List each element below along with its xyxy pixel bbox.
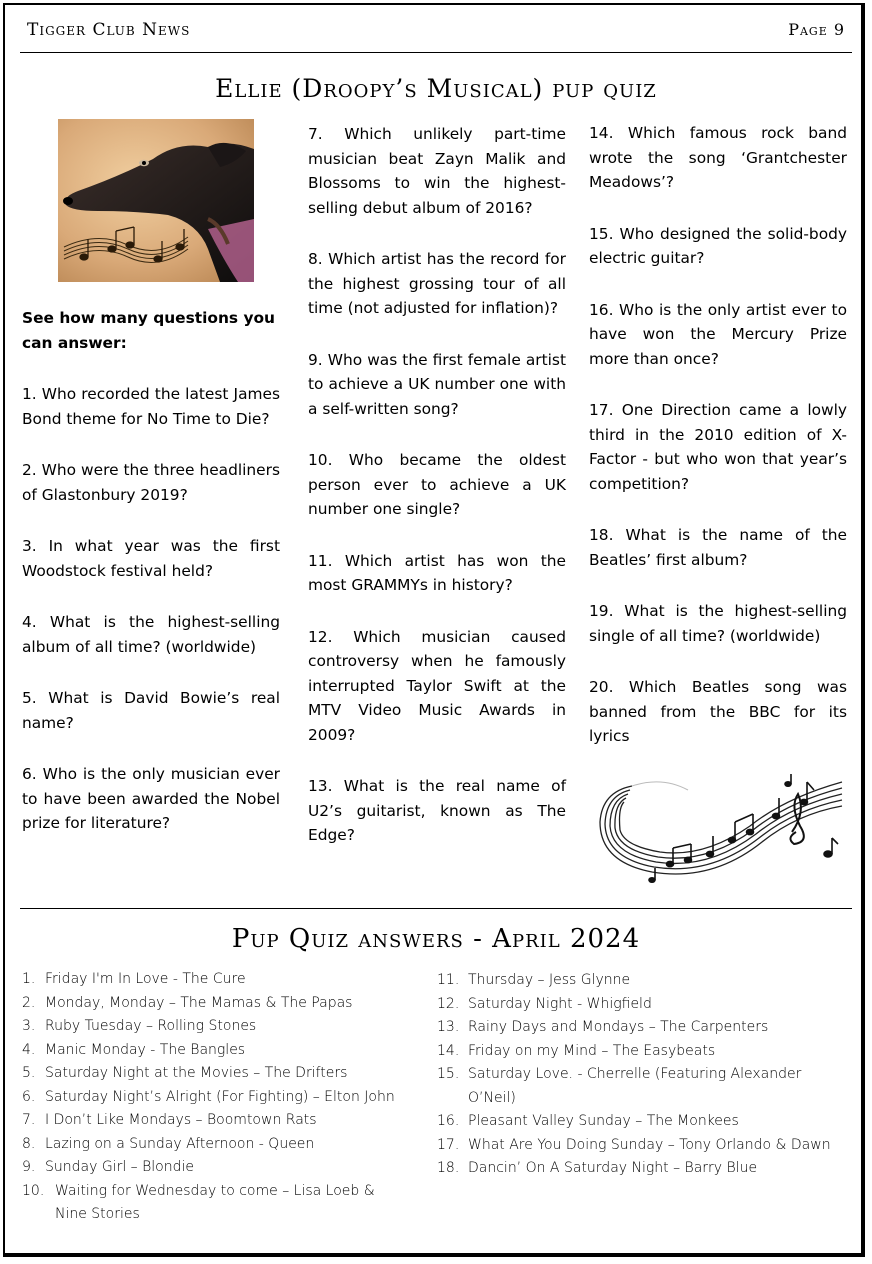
quiz-column-1 — [22, 306, 280, 863]
quiz-title: Ellie (Droopy’s Musical) pup quiz — [215, 74, 657, 103]
newsletter-name: Tigger Club News — [27, 20, 191, 40]
quiz-column-2 — [308, 122, 566, 875]
answer-item: 3. Ruby Tuesday – Rolling Stones — [22, 1018, 257, 1034]
quiz-question: 6. Who is the only musician ever to have been awarded the Nobel prize for literature? — [22, 765, 280, 832]
quiz-question: 12. Which musician caused controversy when he famously interrupted Taylor Swift at the MTV Video Music Awards in 2009? — [308, 627, 566, 744]
answer-item: 2. Monday, Monday – The Mamas & The Papas — [22, 994, 353, 1011]
quiz-question: 4. What is the highest-selling album of all time? (worldwide) — [22, 613, 280, 656]
quiz-question: 16. Who is the only artist ever to have won the Mercury Prize more than once? — [589, 300, 847, 368]
quiz-question: 1. Who recorded the latest James Bond theme for No Time to Die? — [22, 385, 280, 428]
quiz-question: 3. In what year was the first Woodstock festival held? — [22, 537, 280, 580]
quiz-question: 7. Which unlikely part-time musician beat Zayn Malik and Blossoms to win the highest-selling debut album of 2016? — [308, 125, 566, 217]
answer-item: 9. Sunday Girl – Blondie — [22, 1159, 195, 1175]
answer-item: 11. Thursday – Jess Glynne — [437, 972, 631, 988]
quiz-question: 20. Which Beatles song was banned from the BBC for its lyrics — [589, 678, 847, 745]
quiz-question: 15. Who designed the solid-body electric guitar? — [589, 224, 847, 267]
answer-item: 5. Saturday Night at the Movies – The Drifters — [22, 1065, 348, 1081]
quiz-intro: See how many questions you can answer: — [22, 309, 276, 352]
quiz-question: 18. What is the name of the Beatles’ first album? — [589, 526, 847, 569]
music-staff-swirl-icon — [592, 772, 844, 892]
answer-item: 6. Saturday Night’s Alright (For Fighting) – Elton John — [22, 1088, 395, 1105]
greyhound-photo — [58, 119, 254, 282]
answer-item: 17. What Are You Doing Sunday – Tony Orlando & Dawn — [437, 1136, 831, 1153]
quiz-question: 19. What is the highest-selling single of all time? (worldwide) — [589, 602, 847, 645]
answer-item: 14. Friday on my Mind – The Easybeats — [437, 1042, 716, 1059]
answer-item: 8. Lazing on a Sunday Afternoon - Queen — [22, 1135, 315, 1152]
quiz-question: 10. Who became the oldest person ever to achieve a UK number one single? — [308, 451, 566, 518]
answer-item: 13. Rainy Days and Mondays – The Carpenters — [437, 1019, 769, 1035]
section-divider — [20, 908, 852, 909]
page-header — [22, 20, 850, 46]
answer-item: 1. Friday I'm In Love - The Cure — [22, 971, 246, 987]
page-number: Page 9 — [788, 20, 845, 39]
answer-item: 10. Waiting for Wednesday to come – Lisa Loeb & Nine Stories — [22, 1182, 375, 1222]
quiz-question: 13. What is the real name of U2’s guitarist, known as The Edge? — [308, 777, 566, 844]
quiz-question: 11. Which artist has won the most GRAMMYs in history? — [308, 551, 566, 594]
header-divider — [20, 52, 852, 53]
quiz-question: 9. Who was the first female artist to achieve a UK number one with a self-written song? — [308, 350, 566, 418]
quiz-question: 8. Which artist has the record for the highest grossing tour of all time (not adjusted for inflation)? — [308, 250, 566, 317]
quiz-column-3 — [589, 121, 847, 776]
answers-list-right — [437, 969, 837, 1181]
answers-title: Pup Quiz answers - April 2024 — [231, 924, 641, 954]
answer-item: 4. Manic Monday - The Bangles — [22, 1041, 246, 1058]
answer-item: 15. Saturday Love. - Cherrelle (Featuring Alexander O’Neil) — [437, 1066, 802, 1106]
answer-item: 12. Saturday Night - Whigfield — [437, 995, 652, 1012]
quiz-question: 2. Who were the three headliners of Glastonbury 2019? — [22, 461, 280, 504]
quiz-question: 14. Which famous rock band wrote the song ‘Grantchester Meadows’? — [589, 124, 847, 191]
answers-list-left — [22, 968, 402, 1227]
answer-item: 16. Pleasant Valley Sunday – The Monkees — [437, 1113, 739, 1129]
answer-item: 18. Dancin’ On A Saturday Night – Barry Blue — [437, 1160, 758, 1176]
quiz-question: 5. What is David Bowie’s real name? — [22, 689, 280, 732]
answer-item: 7. I Don’t Like Mondays – Boomtown Rats — [22, 1112, 317, 1128]
quiz-question: 17. One Direction came a lowly third in the 2010 edition of X-Factor - but who won that year’s competition? — [589, 401, 847, 493]
